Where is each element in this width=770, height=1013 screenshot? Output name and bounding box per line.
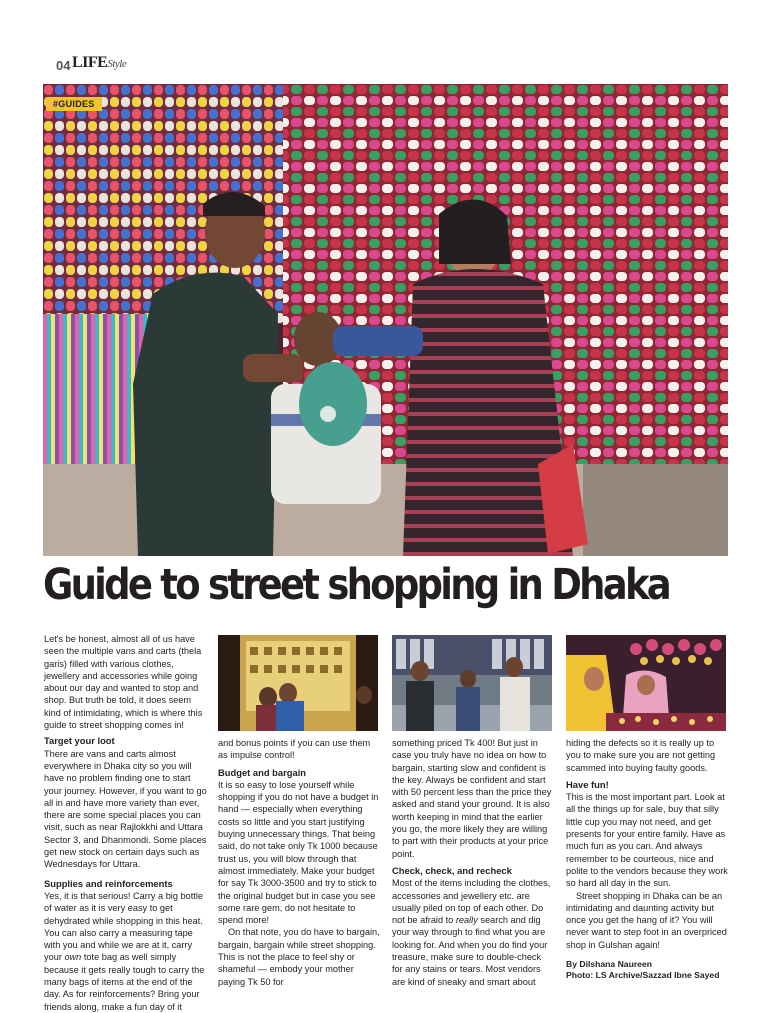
jewellery-stall-photo-illustration [566, 635, 726, 731]
page-number: 04 [56, 58, 71, 73]
subheading-have-fun: Have fun! [566, 778, 609, 790]
subheading-target-loot: Target your loot [44, 735, 115, 747]
paragraph-supplies-emphasis: own [64, 952, 82, 963]
photo-credit: Photo: LS Archive/Sazzad Ibne Sayed [566, 970, 720, 981]
logo-sub: Style [107, 58, 127, 70]
paragraph-check [392, 877, 554, 988]
paragraph-check-emphasis: really [455, 915, 478, 926]
article-column-2 [218, 737, 380, 988]
paragraph-check-text-a: Most of the items including the clothes, accessories and jewellery etc. are usually piled on top of each other. Do not be afraid to [392, 878, 551, 926]
intro-paragraph: Let's be honest, almost all of us have seen the multiple vans and carts (thela garis) filled with various clothes, jewellery and accessories while going about our day and wanted to stop and shop. But truth be told, it does seem kind of intimidating, which is where this guide to street shopping comes in! [44, 634, 203, 731]
article-column-4 [566, 737, 730, 981]
market-stall-photo [218, 635, 378, 731]
paragraph-target-loot: There are vans and carts almost everywhere in Dhaka city so you will have no problem finding one to start your journey. However, if you want to go all in and have more variety than ever, there are some special places you can visit, such as near Rajlokkhi and Uttara Sector 3, and Dhanmondi. Some places get new stock on certain days such as Wednesdays for Uttara. [44, 748, 207, 870]
byline [566, 959, 730, 981]
jewellery-stall-photo [566, 635, 726, 731]
paragraph-check-text-b: search and dig your way through to find what you are looking for. And when you do find your treasure, make sure to double-check for any stains or tears. Most vendors are kind of sneaky and smart about [392, 915, 548, 987]
hero-photo [43, 84, 728, 556]
paragraph-supplies-text-b: tote bag as well simply because it gets really tough to carry the many bags of items at the end of the day. As for reinforcements? Bring your friends along, make a fun day of it [44, 952, 205, 1012]
paragraph-have-fun: This is the most important part. Look at all the things up for sale, buy that silly little cup you may not need, and get presents for your entire family. Have as much fun as you can. And always remember to be courteous, nice and polite to the vendors because they work so hard all day in the sun. [566, 792, 728, 889]
article-column-3 [392, 737, 554, 988]
paragraph-conclusion: Street shopping in Dhaka can be an intimidating and daunting activity but once you get the hang of it? You will never want to step foot in an overpriced shop in Gulshan again! [566, 890, 727, 950]
hero-photo-illustration [43, 84, 728, 556]
paragraph-supplies [44, 890, 210, 1013]
paragraph-price-point: something priced Tk 400! But just in case you truly have no idea on how to bargain, starting slow and confident is the key. Always be confident and start with 50 percent less than the price they asked and stand your ground. It is also worth keeping in mind that the earlier you go, the more likely they are willing to part with their products at your price point. [392, 738, 552, 859]
vendor-stall-photo [392, 635, 552, 731]
paragraph-budget: It is so easy to lose yourself while shopping if you do not have a budget in hand — especially when everything costs so little and you start justifying buying unnecessary things. That being said, do not take only Tk 1000 because trust us, you will blow through that almost immediately. Make your budget for say Tk 3000-3500 and try to stick to the original budget but in case you see some rare gem, do not hesitate to spend more! [218, 779, 379, 926]
author-credit: By Dilshana Naureen [566, 959, 652, 970]
paragraph-impulse-control: and bonus points if you can use them as impulse control! [218, 738, 371, 761]
subheading-supplies: Supplies and reinforcements [44, 877, 173, 889]
paragraph-supplies-text-a: Yes, it is that serious! Carry a big bottle of water as it is very easy to get dehydrated while shopping in this heat. You can also carry a measuring tape with you and while we are at it, carry your [44, 890, 203, 963]
magazine-logo [72, 54, 126, 72]
paragraph-bargain: On that note, you do have to bargain, bargain, bargain while street shopping. This is not the place to feel shy or shameful — embody your mother paying Tk 50 for [218, 927, 380, 987]
article-column-1 [44, 633, 210, 1013]
section-tag: #GUIDES [46, 97, 102, 111]
market-stall-photo-illustration [218, 635, 378, 731]
paragraph-defects: hiding the defects so it is really up to you to make sure you are not getting scammed into buying faulty goods. [566, 738, 716, 773]
subheading-budget: Budget and bargain [218, 766, 307, 778]
vendor-stall-photo-illustration [392, 635, 552, 731]
article-headline: Guide to street shopping in Dhaka [43, 560, 669, 610]
logo-main: LIFE [72, 54, 108, 71]
subheading-check: Check, check, and recheck [392, 864, 512, 876]
